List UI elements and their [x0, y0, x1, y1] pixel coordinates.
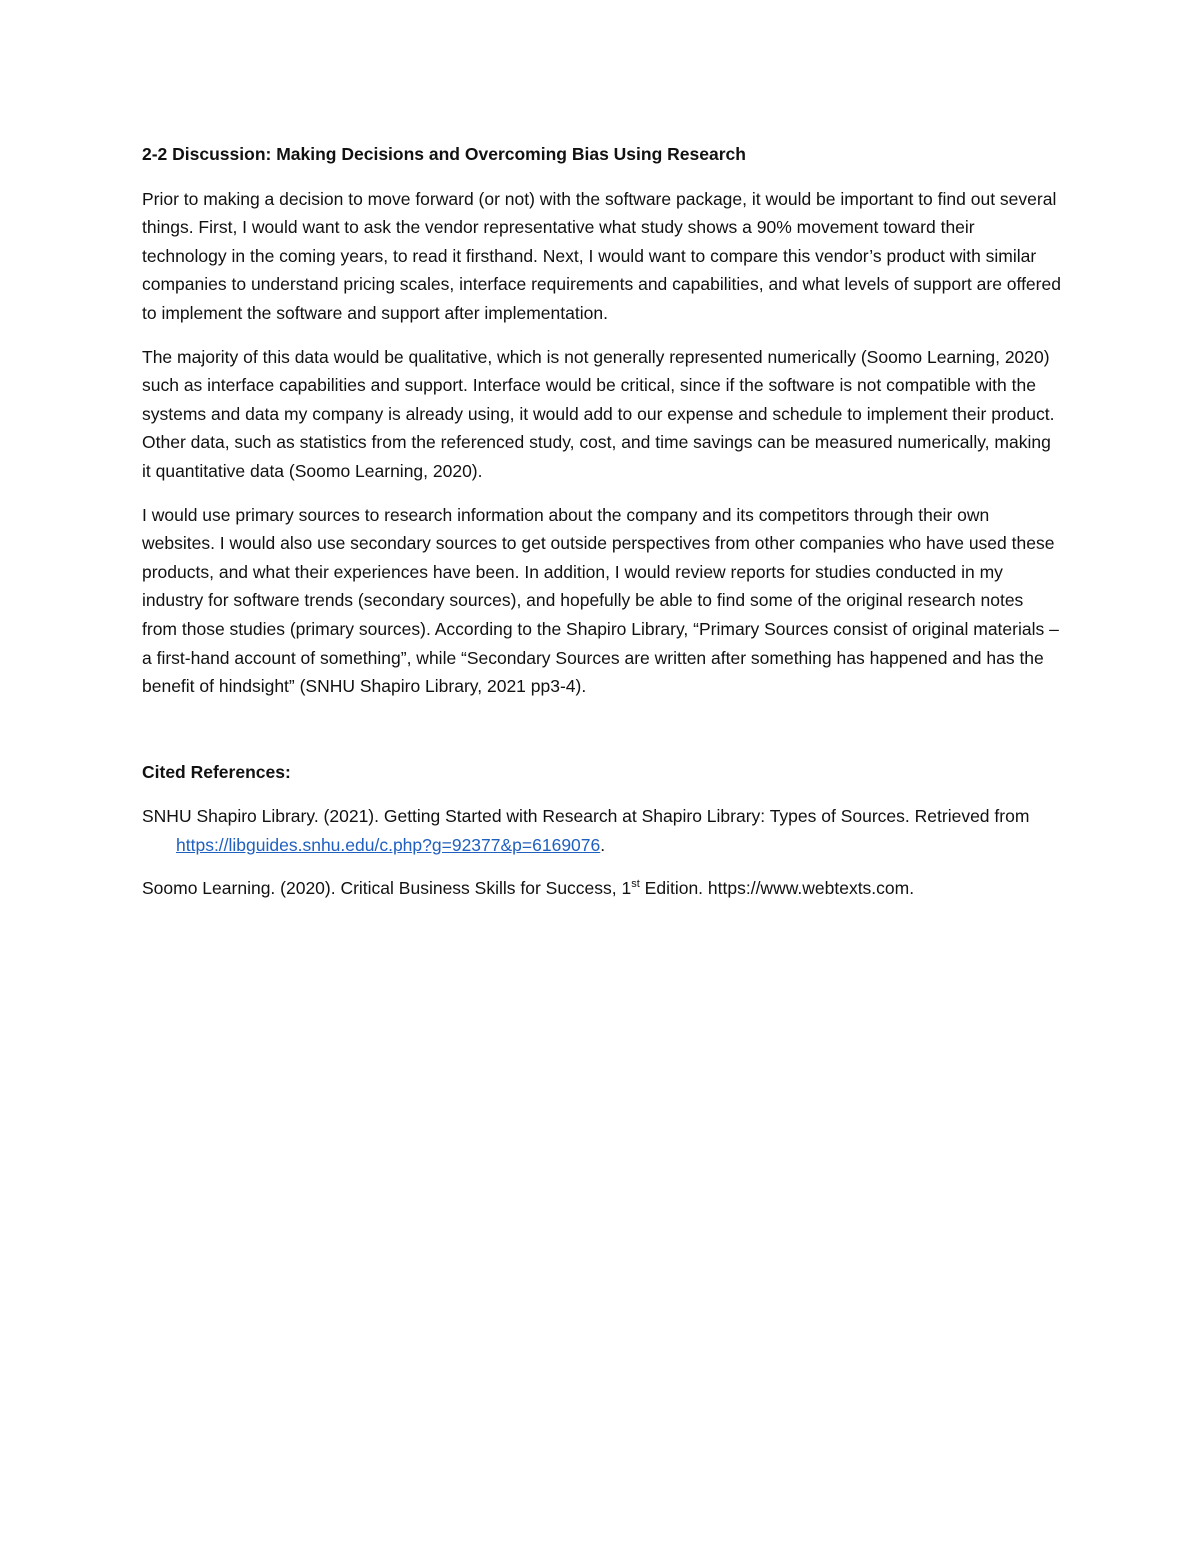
reference-2 [142, 874, 1062, 903]
reference-2-text: Soomo Learning. (2020). Critical Business Skills for Success, 1 [142, 878, 632, 899]
paragraph-2: The majority of this data would be qualitative, which is not generally represented numerically (Soomo Learning, 2020) such as interface capabilities and support. Interface would be critical, since if the software is not compatible with the systems and data my company is already using, it would add to our expense and schedule to implement their product. Other data, such as statistics from the referenced study, cost, and time savings can be measured numerically, making it quantitative data (Soomo Learning, 2020). [142, 346, 1055, 481]
section-spacer [142, 716, 1062, 758]
paragraph-1: Prior to making a decision to move forward (or not) with the software package, it would be important to find out several things. First, I would want to ask the vendor representative what study shows a 90% movement toward their technology in the coming years, to read it firsthand. Next, I would want to compare this vendor’s product with similar companies to understand pricing scales, interface requirements and capabilities, and what levels of support are offered to implement the software and support after implementation. [142, 188, 1061, 323]
reference-2-end: Edition. https://www.webtexts.com. [639, 878, 915, 899]
reference-1-text: SNHU Shapiro Library. (2021). Getting Started with Research at Shapiro Library: Types of Sources. Retrieved from [142, 806, 1030, 827]
reference-1-link[interactable]: https://libguides.snhu.edu/c.php?g=92377&p=6169076 [176, 834, 601, 855]
reference-1 [142, 802, 1062, 859]
references-heading: Cited References: [142, 761, 291, 782]
document-title: 2-2 Discussion: Making Decisions and Overcoming Bias Using Research [142, 144, 746, 164]
document-page [142, 140, 1062, 918]
reference-1-end: . [600, 834, 606, 855]
reference-2-superscript: st [631, 878, 640, 891]
paragraph-3: I would use primary sources to research information about the company and its competitors through their own websites. I would also use secondary sources to get outside perspectives from other companies who have used these products, and what their experiences have been. In addition, I would review reports for studies conducted in my industry for software trends (secondary sources), and hopefully be able to find some of the original research notes from those studies (primary sources). According to the Shapiro Library, “Primary Sources consist of original materials – a first-hand account of something”, while “Secondary Sources are written after something has happened and has the benefit of hindsight” (SNHU Shapiro Library, 2021 pp3-4). [142, 504, 1059, 697]
